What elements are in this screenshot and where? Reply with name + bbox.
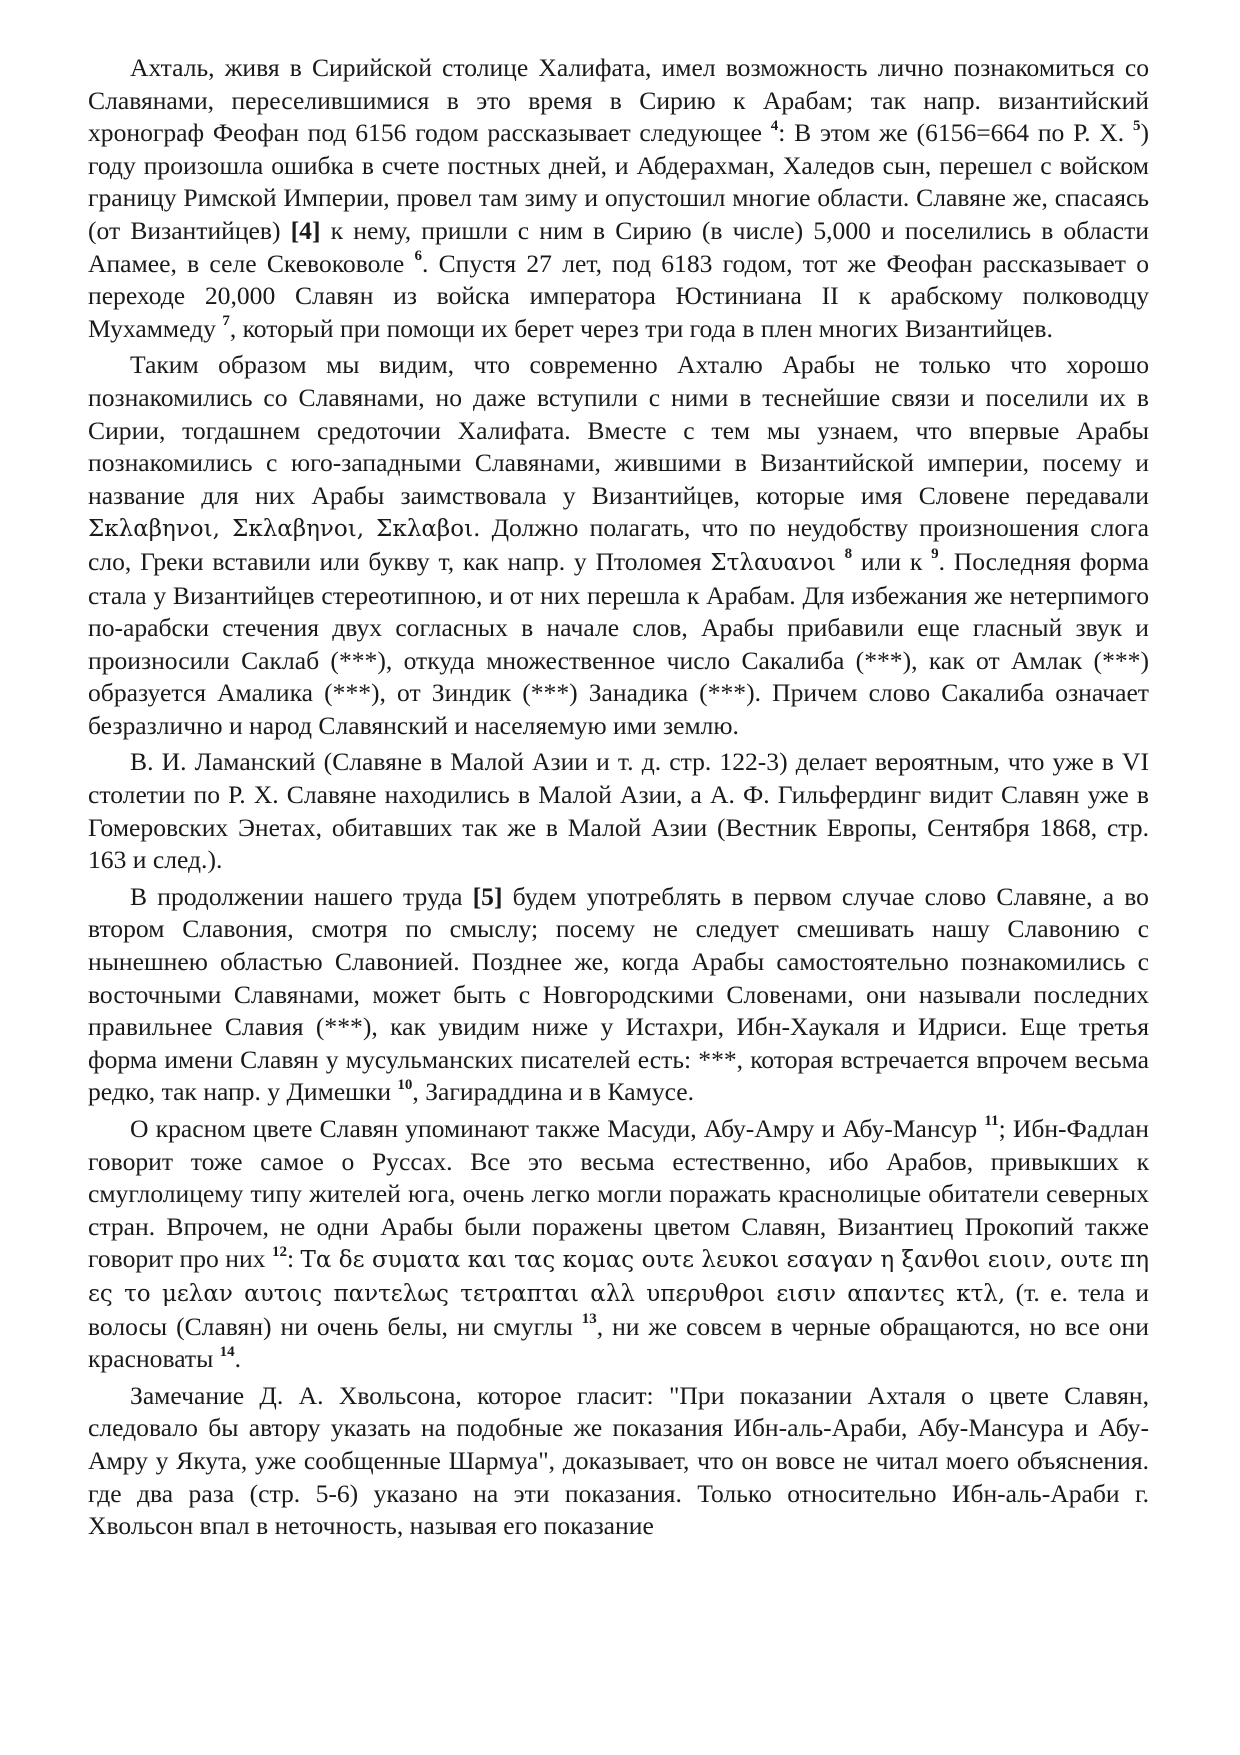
paragraph — [88, 1380, 1149, 1543]
footnote-ref: 13 — [581, 1311, 597, 1328]
text-run: В продолжении нашего труда — [130, 881, 473, 911]
footnote-ref: 11 — [984, 1113, 999, 1130]
text-run: Таким образом мы видим, что современно Ахталю Арабы не только что хорошо познакомились со Славянами, но даже вступили с ними в теснейшие связи и поселили их в Сирии, тогдашнем средоточии Халифата. Вместе с тем мы узнаем, что впервые Арабы познакомились с юго-западными Славянами, жившими в Византийской империи, посему и название для них Арабы заимствовала у Византийцев, которые имя Словене передавали — [88, 350, 1149, 510]
text-run: : В этом же (6156=664 по Р. Х. — [778, 118, 1133, 148]
page-marker: [4] — [290, 215, 321, 245]
text-run: . Последняя форма стала у Византийцев стереотипною, и от них перешла к Арабам. Для избежания же нетерпимого по-арабски стечения двух согласных в начале слов, Арабы прибавили еще гласный звук и произносили Саклаб (***), откуда множественное число Сакалиба (***), как от Амлак (***) образуется Амалика (***), от Зиндик (***) Занадика (***). Причем слово Сакалиба означает безразлично и народ Славянский и населяемую ими землю. — [88, 546, 1149, 740]
body-text — [88, 52, 1149, 1547]
text-run: Замечание Д. А. Хвольсона, которое гласит: "При показании Ахталя о цвете Славян, следовало бы автору указать на подобные же показания Ибн-аль-Араби, Абу-Мансура и Абу-Амру у Якута, уже сообщенные Шармуа", доказывает, что он вовсе не читал моего объяснения. где два раза (стр. 5-6) указано на эти показания. Только относительно Ибн-аль-Араби г. Хвольсон впал в неточность, называя его показание — [88, 1380, 1149, 1541]
footnote-ref: 7 — [222, 313, 230, 330]
footnote-ref: 4 — [770, 117, 779, 134]
paragraph — [88, 349, 1149, 742]
footnote-ref: 10 — [397, 1076, 413, 1093]
footnote-ref: 8 — [844, 546, 853, 563]
text-run: Должно полагать, что по неудобству произношения слога сло, Греки вставили или букву т, как напр. у Птоломея — [88, 513, 1149, 576]
paragraph — [88, 52, 1149, 345]
text-run: , Загираддина и в Камусе. — [412, 1077, 695, 1107]
text-run — [836, 547, 845, 576]
footnote-ref: 9 — [931, 546, 939, 563]
text-run: будем употреблять в первом случае слово Славяне, а во втором Славония, смотря по смыслу; посему не следует смешивать нашу Славонию с нынешнею областью Славонией. Позднее же, когда Арабы самостоятельно познакомились с восточными Славянами, может быть с Новгородскими Словенами, они называли последних правильнее Славия (***), как увидим ниже у Истахри, Ибн-Хаукаля и Идриси. Еще третья форма имени Славян у мусульманских писателей есть: ***, которая встречается впрочем весьма редко, так напр. у Димешки — [88, 881, 1149, 1107]
page-marker: [5] — [472, 881, 503, 911]
text-run: . Спустя 27 лет, под 6183 годом, тот же Феофан рассказывает о переходе 20,000 Славян из войска императора Юстиниана II к арабскому полководцу Мухаммеду — [88, 248, 1149, 343]
text-run: : — [286, 1244, 301, 1274]
text-run: В. И. Ламанский (Славяне в Малой Азии и т. д. стр. 122-3) делает вероятным, что уже в VI столетии по Р. Х. Славяне находились в Малой Азии, а А. Ф. Гильфердинг видит Славян уже в Гомеровских Энетах, обитавших так же в Малой Азии (Вестник Европы, Сентября 1868, стр. 163 и след.). — [88, 747, 1149, 875]
greek-text: Στλαυανοι — [710, 549, 836, 576]
text-run: . — [234, 1344, 242, 1374]
footnote-ref: 6 — [414, 248, 422, 265]
footnote-ref: 5 — [1132, 117, 1141, 134]
footnote-ref: 14 — [219, 1343, 235, 1360]
greek-text: Τα δε συματα και τας κομας ουτε λευκοι εσαγαν η ξανθοι ειοιν, ουτε πη ες το μελαν αυτοις παντελως τετραπται αλλ υπερυθροι εισιν απαντες κτλ, — [88, 1247, 1150, 1307]
text-run: ) году произошла ошибка в счете постных дней, и Абдерахман, Халедов сын, перешел с войском границу Римской Империи, провел там зиму и опустошил многие области. Славяне же, спасаясь (от Византийцев) — [88, 118, 1149, 245]
footnote-ref: 12 — [271, 1243, 287, 1260]
greek-text: Σκλαβηνοι, Σκλαβηνοι, Σκλαβοι. — [88, 516, 481, 543]
text-run: или к — [852, 546, 932, 576]
text-run: О красном цвете Славян упоминают также Масуди, Абу-Амру и Абу-Мансур — [130, 1114, 985, 1143]
paragraph — [88, 881, 1149, 1109]
paragraph — [88, 1113, 1149, 1376]
text-run: Ахталь, живя в Сирийской столице Халифата, имел возможность лично познакомиться со Славянами, переселившимися в это время в Сирию к Арабам; так напр. византийский хронограф Феофан под 6156 годом рассказывает следующее — [88, 53, 1149, 148]
text-run: к нему, пришли с ним в Сирию (в числе) 5,000 и поселились в области Апамее, в селе Скевоковоле — [88, 215, 1149, 278]
text-run: , ни же совсем в черные обращаются, но все они красноваты — [88, 1311, 1149, 1374]
paragraph — [88, 746, 1149, 876]
text-run: (т. е. тела и волосы (Славян) ни очень белы, ни смуглы — [88, 1277, 1150, 1341]
text-run: ; Ибн-Фадлан говорит тоже самое о Руссах. Все это весьма естественно, ибо Арабов, привыкших к смуглолицему типу жителей юга, очень легко могли поражать краснолицые обитатели северных стран. Впрочем, не одни Арабы были поражены цветом Славян, Византиец Прокопий также говорит про них — [88, 1114, 1149, 1274]
text-run: , который при помощи их берет через три года в плен многих Византийцев. — [229, 313, 1053, 343]
